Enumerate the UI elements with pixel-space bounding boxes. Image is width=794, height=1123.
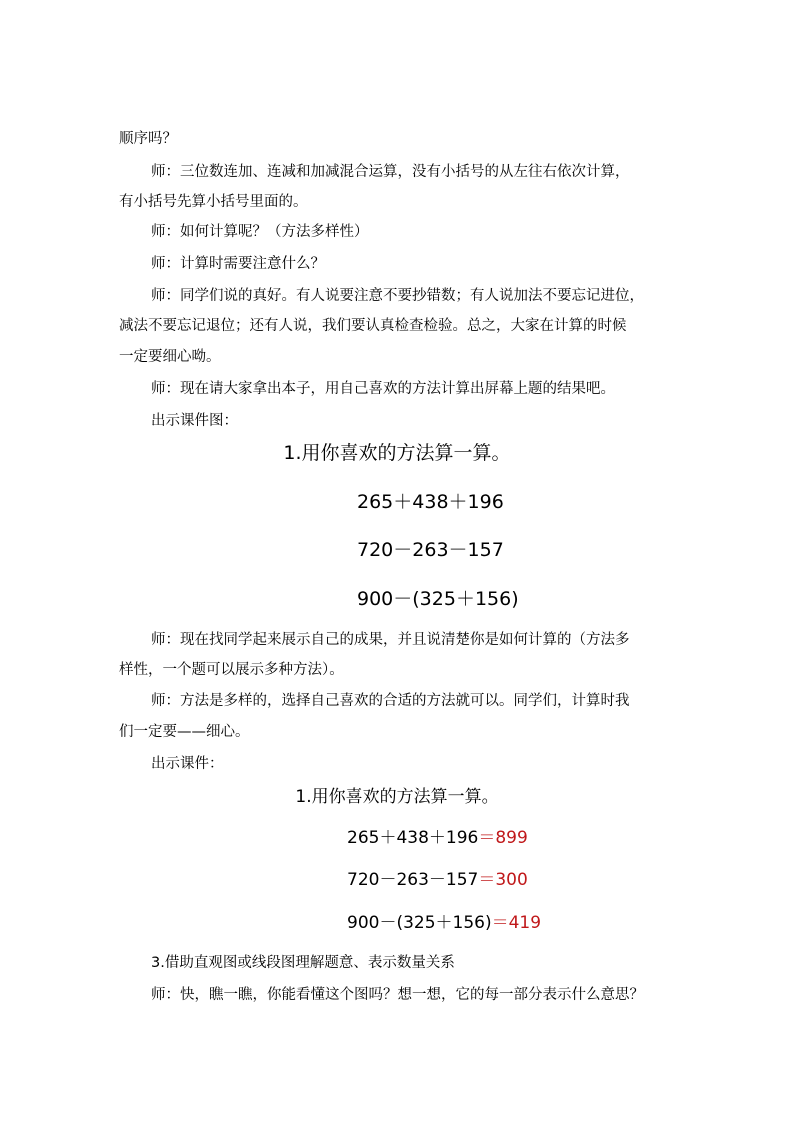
- figure1-equation: 900－(325＋156): [357, 588, 519, 610]
- figure2-answer: ＝899: [478, 828, 528, 848]
- paragraph-line: 师：现在找同学起来展示自己的成果，并且说清楚你是如何计算的（方法多: [151, 632, 630, 648]
- figure2-title: 1.用你喜欢的方法算一算。: [295, 787, 499, 807]
- paragraph-line: 师：方法是多样的，选择自己喜欢的合适的方法就可以。同学们，计算时我: [151, 693, 630, 709]
- figure2-equation: 900－(325＋156): [347, 913, 492, 933]
- figure1-equation: 720－263－157: [357, 539, 504, 561]
- paragraph-line: 样性，一个题可以展示多种方法）。: [119, 662, 344, 678]
- figure1-title: 1.用你喜欢的方法算一算。: [283, 442, 511, 464]
- paragraph-line: 一定要细心呦。: [119, 349, 221, 365]
- section-heading: 3.借助直观图或线段图理解题意、表示数量关系: [151, 955, 455, 971]
- figure2-equation-row: [347, 912, 541, 934]
- figure2-equation: 720－263－157: [347, 870, 479, 890]
- paragraph-line: 师：计算时需要注意什么？: [151, 256, 325, 272]
- figure2-equation-row: [347, 869, 528, 891]
- paragraph-line: 师：现在请大家拿出本子，用自己喜欢的方法计算出屏幕上题的结果吧。: [151, 381, 615, 397]
- paragraph-line: 师：如何计算呢？（方法多样性）: [151, 224, 369, 240]
- paragraph-line: 师：快，瞧一瞧，你能看懂这个图吗？想一想，它的每一部分表示什么意思？: [151, 987, 644, 1003]
- paragraph-line: 有小括号先算小括号里面的。: [119, 194, 308, 210]
- paragraph-line: 出示课件：: [151, 756, 224, 772]
- figure2-answer: ＝300: [478, 870, 528, 890]
- paragraph-line: 出示课件图：: [151, 413, 238, 429]
- figure2-equation: 265＋438＋196: [347, 828, 479, 848]
- paragraph-line: 顺序吗？: [119, 131, 177, 147]
- paragraph-line: 师：同学们说的真好。有人说要注意不要抄错数；有人说加法不要忘记进位，: [151, 288, 644, 304]
- figure1-equation: 265＋438＋196: [357, 491, 504, 513]
- paragraph-line: 们一定要——细心。: [119, 724, 250, 740]
- figure2-equation-row: [347, 827, 528, 849]
- paragraph-line: 减法不要忘记退位；还有人说，我们要认真检查检验。总之，大家在计算的时候: [119, 318, 627, 334]
- paragraph-line: 师：三位数连加、连减和加减混合运算，没有小括号的从左往右依次计算，: [151, 164, 630, 180]
- figure2-answer: ＝419: [491, 913, 542, 933]
